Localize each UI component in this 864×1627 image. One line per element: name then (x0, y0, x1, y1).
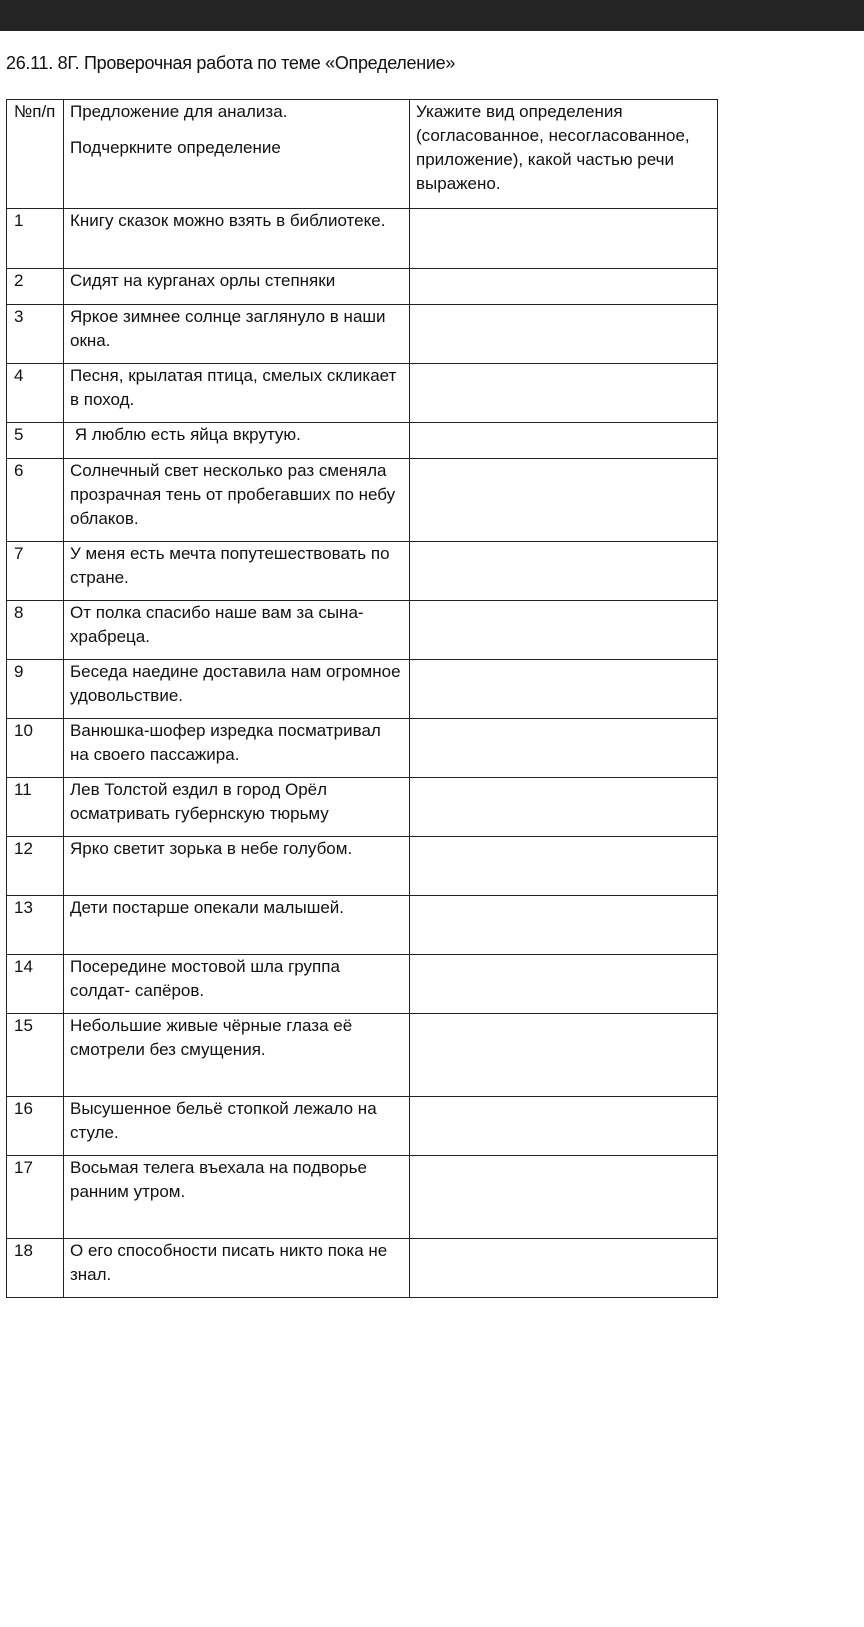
header-sentence-cell (64, 100, 410, 209)
table-row (7, 837, 718, 896)
row-number: 2 (7, 269, 64, 305)
table-row (7, 542, 718, 601)
table-row (7, 601, 718, 660)
row-answer-cell (410, 542, 718, 601)
header-sentence-line2: Подчеркните определение (70, 138, 281, 157)
row-answer-cell (410, 837, 718, 896)
row-number: 3 (7, 305, 64, 364)
row-number: 12 (7, 837, 64, 896)
table-row (7, 955, 718, 1014)
row-answer-cell (410, 305, 718, 364)
row-number: 18 (7, 1239, 64, 1298)
row-answer-cell (410, 459, 718, 542)
row-sentence: Беседа наедине доставила нам огромное удовольствие. (64, 660, 410, 719)
row-sentence: От полка спасибо наше вам за сына-храбреца. (64, 601, 410, 660)
table-row (7, 719, 718, 778)
row-answer-cell (410, 1156, 718, 1239)
row-sentence: Сидят на курганах орлы степняки (64, 269, 410, 305)
row-answer-cell (410, 896, 718, 955)
row-sentence: Восьмая телега въехала на подворье ранним утром. (64, 1156, 410, 1239)
row-number: 10 (7, 719, 64, 778)
table-row (7, 660, 718, 719)
row-answer-cell (410, 601, 718, 660)
row-number: 15 (7, 1014, 64, 1097)
row-sentence: Небольшие живые чёрные глаза её смотрели без смущения. (64, 1014, 410, 1097)
row-answer-cell (410, 719, 718, 778)
row-sentence: Книгу сказок можно взять в библиотеке. (64, 209, 410, 269)
row-sentence: Ванюшка-шофер изредка посматривал на своего пассажира. (64, 719, 410, 778)
table-row (7, 364, 718, 423)
row-number: 8 (7, 601, 64, 660)
row-number: 17 (7, 1156, 64, 1239)
row-answer-cell (410, 364, 718, 423)
table-row (7, 459, 718, 542)
row-answer-cell (410, 660, 718, 719)
row-answer-cell (410, 269, 718, 305)
row-number: 13 (7, 896, 64, 955)
row-answer-cell (410, 1239, 718, 1298)
worksheet-table (6, 99, 718, 1298)
row-answer-cell (410, 1014, 718, 1097)
row-answer-cell (410, 423, 718, 459)
page-title: 26.11. 8Г. Проверочная работа по теме «Определение» (6, 53, 456, 73)
table-row (7, 1014, 718, 1097)
row-answer-cell (410, 778, 718, 837)
table-row (7, 269, 718, 305)
row-number: 14 (7, 955, 64, 1014)
row-number: 7 (7, 542, 64, 601)
table-row (7, 1097, 718, 1156)
row-sentence: Солнечный свет несколько раз сменяла прозрачная тень от пробегавших по небу облаков. (64, 459, 410, 542)
table-row (7, 1239, 718, 1298)
header-num-cell: №п/п (7, 100, 64, 209)
table-row (7, 305, 718, 364)
row-number: 5 (7, 423, 64, 459)
row-sentence: Песня, крылатая птица, смелых скликает в поход. (64, 364, 410, 423)
row-answer-cell (410, 209, 718, 269)
table-row (7, 209, 718, 269)
row-sentence: Я люблю есть яйца вкрутую. (64, 423, 410, 459)
row-number: 9 (7, 660, 64, 719)
row-number: 4 (7, 364, 64, 423)
row-answer-cell (410, 1097, 718, 1156)
top-bar (0, 0, 864, 31)
row-number: 1 (7, 209, 64, 269)
table-row (7, 778, 718, 837)
row-number: 16 (7, 1097, 64, 1156)
row-sentence: Яркое зимнее солнце заглянуло в наши окна. (64, 305, 410, 364)
header-row (7, 100, 718, 209)
row-sentence: У меня есть мечта попутешествовать по стране. (64, 542, 410, 601)
row-number: 6 (7, 459, 64, 542)
row-number: 11 (7, 778, 64, 837)
header-task-cell: Укажите вид определения (согласованное, несогласованное, приложение), какой частью речи выражено. (410, 100, 718, 209)
row-sentence: О его способности писать никто пока не знал. (64, 1239, 410, 1298)
row-sentence: Дети постарше опекали малышей. (64, 896, 410, 955)
table-row (7, 1156, 718, 1239)
table-row (7, 423, 718, 459)
table-row (7, 896, 718, 955)
header-sentence-line1: Предложение для анализа. (70, 102, 288, 121)
row-sentence: Лев Толстой ездил в город Орёл осматривать губернскую тюрьму (64, 778, 410, 837)
row-sentence: Посередине мостовой шла группа солдат- сапёров. (64, 955, 410, 1014)
row-answer-cell (410, 955, 718, 1014)
row-sentence: Ярко светит зорька в небе голубом. (64, 837, 410, 896)
row-sentence: Высушенное бельё стопкой лежало на стуле. (64, 1097, 410, 1156)
